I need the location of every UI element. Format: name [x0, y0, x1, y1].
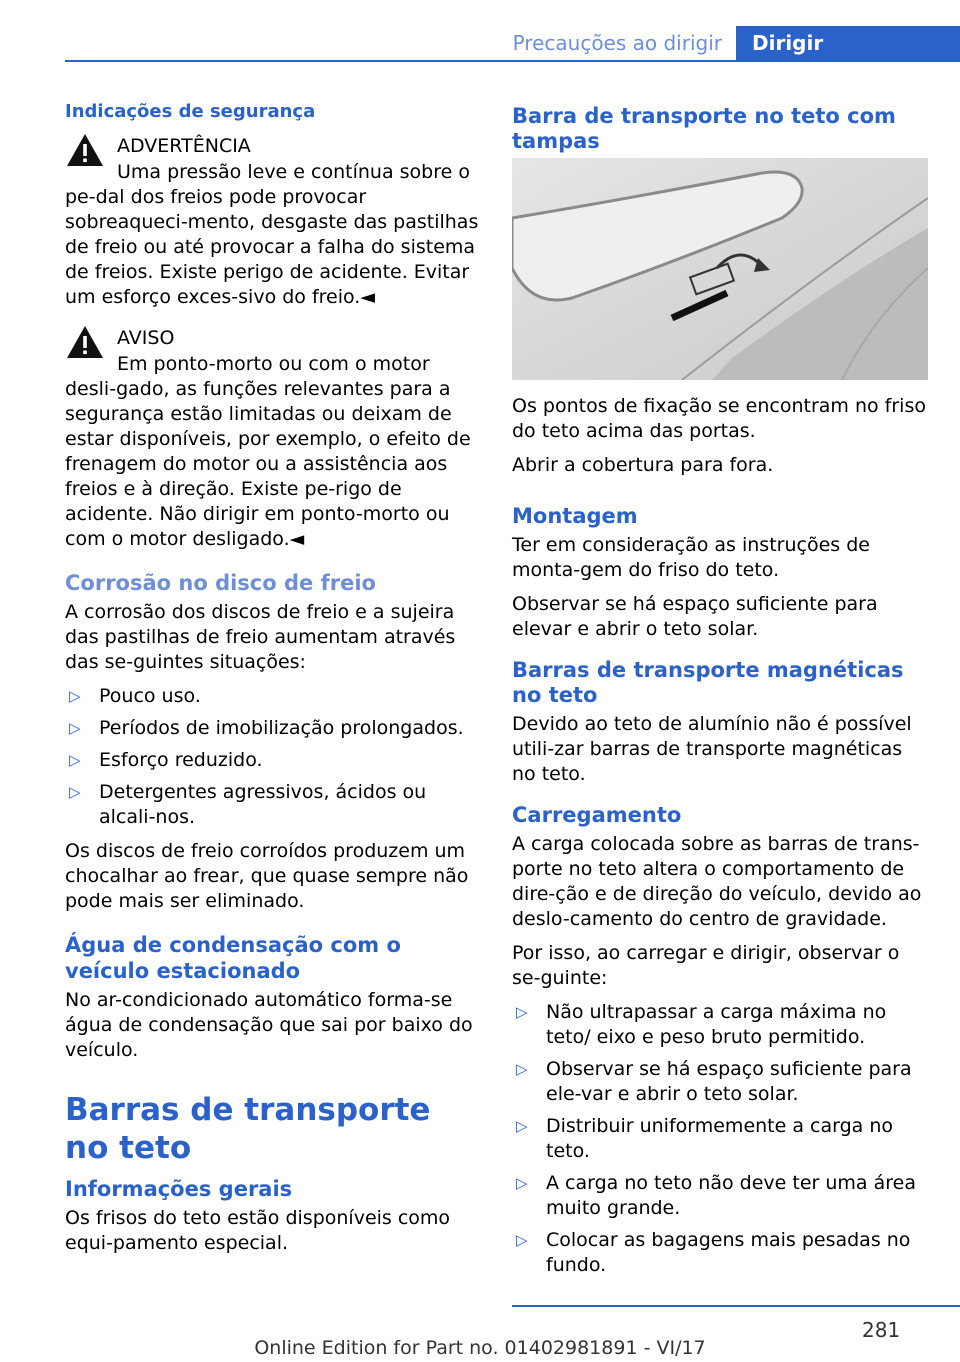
list-item: ▷ Períodos de imobilização prolongados.: [69, 717, 464, 739]
list-item: ▷ Pouco uso.: [69, 685, 201, 707]
loading-text-1: A carga colocada sobre as barras de trans-porte no teto altera o comportamento de dire-ção e de direção do veículo, devido ao deslo-camento do centro de gravidade.: [512, 833, 922, 930]
general-info-text: Os frisos do teto estão disponíveis como equi-pamento especial.: [65, 1207, 451, 1254]
header-rule: [65, 60, 960, 62]
magnetic-text: Devido ao teto de alumínio não é possível utili-zar barras de transporte magnéticas no teto.: [512, 713, 912, 785]
general-info-heading: Informações gerais: [65, 1177, 293, 1201]
corrosion-outro: Os discos de freio corroídos produzem um chocalhar ao frear, que quase sempre não pode mais ser eliminado.: [65, 840, 469, 912]
triangle-right-outline-icon: ▷: [516, 1117, 528, 1135]
triangle-right-outline-icon: ▷: [69, 719, 81, 737]
mounting-heading: Montagem: [512, 504, 638, 528]
page-number: 281: [862, 1318, 901, 1342]
triangle-right-outline-icon: ▷: [516, 1060, 528, 1078]
warning-text: Em ponto-morto ou com o motor desli-gado, as funções relevantes para a segurança estão limitadas ou deixam de estar disponíveis, por exemplo, o efeito de frenagem do motor ou a assistência aos freios e à direção. Existe pe-rigo de acidente. Não dirigir em ponto-morto ou com o motor desligado.◄: [65, 353, 471, 550]
list-item: ▷ Colocar as bagagens mais pesadas no fundo.: [516, 1229, 911, 1276]
safety-heading: Indicações de segurança: [65, 101, 316, 122]
loading-list: [512, 1000, 928, 1278]
right-column: [512, 100, 928, 1287]
mounting-text-1: Ter em consideração as instruções de monta-gem do friso do teto.: [512, 534, 870, 581]
mounting-text-2: Observar se há espaço suficiente para elevar e abrir o teto solar.: [512, 593, 878, 640]
triangle-right-outline-icon: ▷: [69, 751, 81, 769]
triangle-right-outline-icon: ▷: [516, 1231, 528, 1249]
magnetic-heading: Barras de transporte magnéticas no teto: [512, 658, 904, 707]
list-item: ▷ Distribuir uniformemente a carga no teto.: [516, 1115, 894, 1162]
list-item: ▷ Esforço reduzido.: [69, 749, 263, 771]
list-item: ▷ Observar se há espaço suficiente para ele-var e abrir o teto solar.: [516, 1058, 912, 1105]
triangle-right-outline-icon: ▷: [516, 1174, 528, 1192]
loading-heading: Carregamento: [512, 803, 682, 827]
warning-block-aviso: [65, 324, 483, 552]
warning-triangle-icon: [65, 132, 105, 168]
left-column: [65, 100, 483, 1265]
warning-label: AVISO: [117, 327, 175, 349]
triangle-right-outline-icon: ▷: [69, 783, 81, 801]
condensation-heading: Água de condensação com o veículo estacionado: [65, 933, 401, 983]
triangle-right-outline-icon: ▷: [69, 687, 81, 705]
list-item: ▷ A carga no teto não deve ter uma área muito grande.: [516, 1172, 916, 1219]
warning-label: ADVERTÊNCIA: [117, 135, 251, 157]
list-item: ▷ Não ultrapassar a carga máxima no teto/ eixo e peso bruto permitido.: [516, 1001, 887, 1048]
corrosion-heading: Corrosão no disco de freio: [65, 571, 376, 595]
roof-rack-heading: Barras de transporte no teto: [65, 1092, 431, 1166]
roof-mount-point-image: [512, 158, 928, 380]
loading-text-2: Por isso, ao carregar e dirigir, observar o se-guinte:: [512, 942, 900, 989]
list-item: ▷ Detergentes agressivos, ácidos ou alcali-nos.: [69, 781, 427, 828]
caps-heading: Barra de transporte no teto com tampas: [512, 104, 896, 153]
footer-edition: Online Edition for Part no. 01402981891 - VI/17: [254, 1337, 706, 1359]
warning-block-advertencia: [65, 132, 483, 310]
triangle-right-outline-icon: ▷: [516, 1003, 528, 1021]
corrosion-intro: A corrosão dos discos de freio e a sujeira das pastilhas de freio aumentam através das se-guintes situações:: [65, 601, 456, 673]
caps-text-2: Abrir a cobertura para fora.: [512, 454, 774, 476]
condensation-text: No ar-condicionado automático forma-se água de condensação que sai por baixo do veículo.: [65, 989, 473, 1061]
warning-triangle-icon: [65, 324, 105, 360]
warning-text: Uma pressão leve e contínua sobre o pe-dal dos freios pode provocar sobreaqueci-mento, desgaste das pastilhas de freio ou até provocar a falha do sistema de freios. Existe perigo de acidente. Evitar um esforço exces-sivo do freio.◄: [65, 161, 479, 308]
header-section-title: Precauções ao dirigir: [500, 26, 736, 60]
corrosion-list: [65, 684, 483, 830]
header-chapter-tab: Dirigir: [736, 26, 960, 60]
caps-text-1: Os pontos de fixação se encontram no friso do teto acima das portas.: [512, 395, 926, 442]
footer-rule: [512, 1305, 960, 1307]
